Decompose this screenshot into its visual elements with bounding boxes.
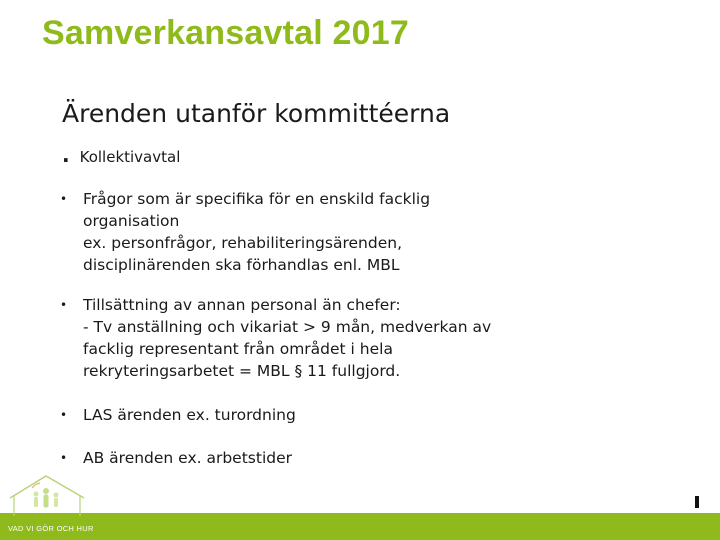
page-marker bbox=[695, 496, 699, 508]
bullet-item bbox=[60, 188, 430, 276]
house-family-logo-icon bbox=[6, 472, 88, 520]
bullet-item bbox=[60, 447, 292, 469]
bullet-line: organisation bbox=[83, 212, 180, 230]
bullet-line: LAS ärenden ex. turordning bbox=[83, 406, 296, 424]
bullet-line: - Tv anställning och vikariat > 9 mån, medverkan av bbox=[83, 318, 492, 336]
bullet-item bbox=[60, 294, 491, 382]
bullet-text bbox=[83, 404, 296, 426]
sub-heading bbox=[62, 145, 180, 166]
bullet-text bbox=[83, 188, 430, 276]
bullet-line: Tillsättning av annan personal än chefer: bbox=[83, 296, 401, 314]
bullet-dot: • bbox=[60, 408, 68, 422]
bullet-line: facklig representant från området i hela bbox=[83, 340, 393, 358]
bullet-dot: • bbox=[60, 298, 68, 312]
sub-heading-text: Kollektivavtal bbox=[79, 148, 181, 166]
bullet-line: AB ärenden ex. arbetstider bbox=[83, 449, 293, 467]
slide-title: Samverkansavtal 2017 bbox=[42, 14, 409, 52]
sub-bullet-mark: . bbox=[62, 143, 70, 167]
bullet-text bbox=[83, 294, 491, 382]
bullet-line: disciplinärenden ska förhandlas enl. MBL bbox=[83, 256, 400, 274]
bullet-dot: • bbox=[60, 192, 68, 206]
slide-subtitle: Ärenden utanför kommittéerna bbox=[62, 99, 451, 128]
bullet-line: rekryteringsarbetet = MBL § 11 fullgjord. bbox=[83, 362, 401, 380]
bullet-dot: • bbox=[60, 451, 68, 465]
footer-text: VAD VI GÖR OCH HUR bbox=[8, 524, 94, 533]
footer-bar bbox=[0, 513, 720, 540]
bullet-item bbox=[60, 404, 296, 426]
bullet-line: Frågor som är specifika för en enskild facklig bbox=[83, 190, 431, 208]
bullet-text bbox=[83, 447, 292, 469]
bullet-line: ex. personfrågor, rehabiliteringsärenden, bbox=[83, 234, 402, 252]
